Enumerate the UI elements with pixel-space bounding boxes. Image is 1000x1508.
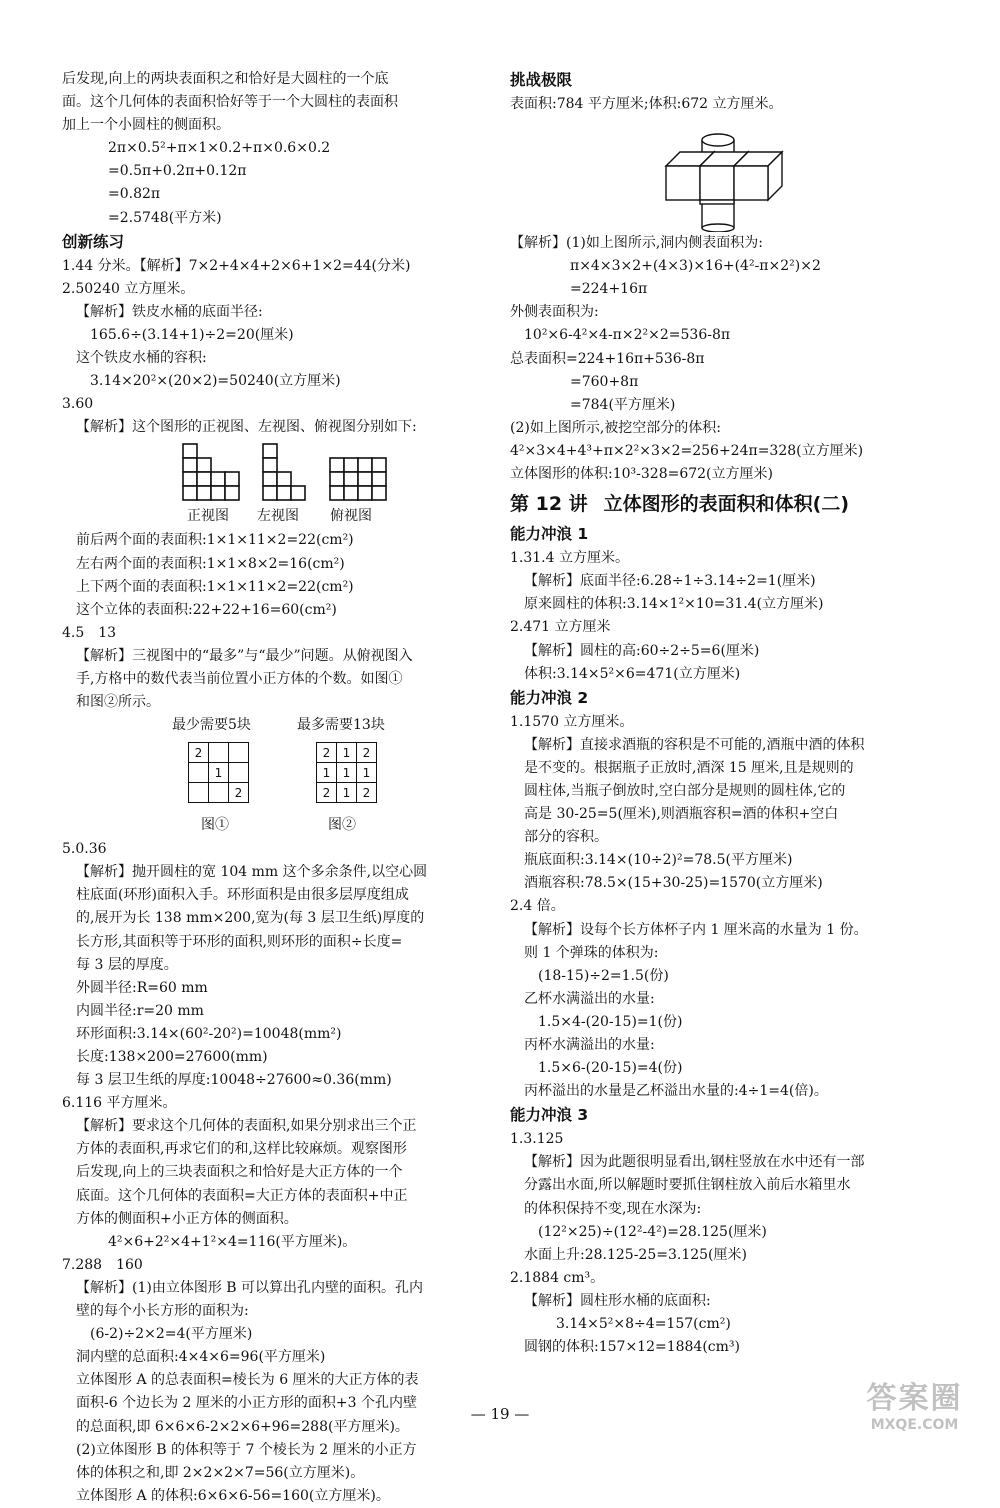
text-line: 水面上升:28.125-25=3.125(厘米) [524, 1246, 747, 1263]
text-line: 立体图形 A 的体积:6×6×6-56=160(立方厘米)。 [76, 1487, 390, 1504]
grid-cell: 2 [357, 783, 377, 803]
text-line: 前后两个面的表面积:1×1×11×2=22(cm²) [76, 532, 354, 549]
view-cell [330, 486, 344, 500]
view-cell [358, 458, 372, 472]
text-line: 4.5 13 [62, 624, 117, 641]
view-cell [330, 458, 344, 472]
text-line: 长方形,其面积等于环形的面积,则环形的面积÷长度= [76, 933, 403, 950]
text-line: (18-15)÷2=1.5(份) [538, 967, 669, 984]
text-line: 每 3 层的厚度。 [76, 956, 178, 973]
text-line: 圆钢的体积:157×12=1884(cm³) [524, 1339, 740, 1356]
grid-cell: 1 [337, 783, 357, 803]
text-line: 4²×3×4+4³+π×2²×3×2=256+24π=328(立方厘米) [510, 442, 864, 459]
view-cell [263, 444, 277, 458]
min-blocks-title: 最少需要5块 [172, 717, 251, 734]
text-line: 是不变的。根据瓶子正放时,酒深 15 厘米,且是规则的 [524, 759, 854, 776]
figure-2-caption: 图② [328, 817, 356, 834]
text-line: 壁的每个小长方形的面积为: [76, 1303, 249, 1320]
text-line: 【解析】铁皮水桶的底面半径: [76, 303, 263, 320]
view-cell [344, 486, 358, 500]
front-view-label: 正视图 [187, 508, 229, 525]
text-line: 3.14×20²×(20×2)=50240(立方厘米) [90, 373, 341, 390]
text-line: 丙杯水满溢出的水量: [524, 1037, 655, 1053]
left-column [62, 68, 482, 1508]
grid-cell: 1 [317, 763, 337, 783]
text-line: (2)立体图形 B 的体积等于 7 个棱长为 2 厘米的小正方 [76, 1441, 417, 1458]
text-line: 【解析】三视图中的“最多”与“最少”问题。从俯视图入 [76, 647, 413, 664]
text-line: 【解析】底面半径:6.28÷1÷3.14÷2=1(厘米) [524, 573, 816, 590]
text-line: =784(平方厘米) [570, 396, 676, 413]
text-line: 【解析】(1)由立体图形 B 可以算出孔内壁的面积。孔内 [76, 1279, 424, 1296]
view-cell [277, 472, 291, 486]
top-view-label: 俯视图 [330, 508, 372, 525]
text-line: =0.5π+0.2π+0.12π [108, 163, 247, 180]
grid-cell: 2 [317, 743, 337, 763]
view-cell [277, 486, 291, 500]
text-line: 内圆半径:r=20 mm [76, 1002, 204, 1019]
text-line: 面。这个几何体的表面积恰好等于一个大圆柱的表面积 [62, 94, 398, 111]
grid-cell: 1 [337, 763, 357, 783]
grid-cell: 2 [229, 783, 249, 803]
text-line: 2.1884 cm³。 [510, 1269, 605, 1286]
text-line: 1.3.125 [510, 1131, 564, 1148]
text-line: 10²×6-4²×4-π×2²×2=536-8π [524, 327, 731, 344]
section-heading: 能力冲浪 1 [510, 525, 589, 544]
right-column [510, 68, 950, 1359]
text-line: 【解析】圆柱的高:60÷2÷5=6(厘米) [524, 642, 760, 659]
text-line: 分露出水面,所以解题时要抓住钢柱放入前后水箱里水 [524, 1177, 851, 1194]
max-grid [316, 742, 377, 803]
text-line: (2)如上图所示,被挖空部分的体积: [510, 419, 721, 436]
view-cell [291, 486, 305, 500]
text-line: 2.4 倍。 [510, 898, 565, 915]
text-line: 立体图形的体积:10³-328=672(立方厘米) [510, 466, 773, 483]
text-line: 总表面积=224+16π+536-8π [510, 350, 705, 367]
side-view [262, 443, 321, 502]
text-line: 7.288 160 [62, 1256, 143, 1273]
section-heading: 能力冲浪 2 [510, 688, 589, 707]
text-line: 1.44 分米。【解析】7×2+4×4+2×6+1×2=44(分米) [62, 257, 411, 274]
view-cell [183, 444, 197, 458]
text-line: 2.471 立方厘米 [510, 619, 611, 636]
text-line: 3.14×5²×8÷4=157(cm²) [556, 1316, 731, 1333]
top-view [329, 443, 388, 502]
text-line: 柱底面(环形)面积入手。环形面积是由很多层厚度组成 [76, 887, 409, 904]
front-view [182, 443, 241, 502]
view-cell [197, 486, 211, 500]
text-line: 2.50240 立方厘米。 [62, 280, 195, 297]
text-line: 方体的表面积,再求它们的和,这样比较麻烦。观察图形 [76, 1141, 407, 1158]
text-line: 的体积保持不变,现在水深为: [524, 1200, 702, 1217]
view-cell [197, 458, 211, 472]
view-cell [183, 472, 197, 486]
text-line: 6.116 平方厘米。 [62, 1095, 177, 1112]
text-line: 加上一个小圆柱的侧面积。 [62, 117, 230, 134]
section-heading: 挑战极限 [510, 71, 573, 89]
min-grid [188, 742, 249, 803]
text-line: π×4×3×2+(4×3)×16+(4²-π×2²)×2 [570, 258, 821, 275]
text-line: 酒瓶容积:78.5×(15+30-25)=1570(立方厘米) [524, 875, 823, 892]
view-cell [197, 472, 211, 486]
counts-figure [62, 714, 482, 838]
cube-bottom-edge [700, 200, 734, 204]
grid-cell [209, 743, 229, 763]
grid-cell [209, 783, 229, 803]
text-line: 部分的容积。 [524, 829, 608, 846]
text-line: 圆柱体,当瓶子倒放时,空白部分是规则的圆柱体,它的 [524, 782, 846, 799]
text-line: 方体的侧面积+小正方体的侧面积。 [76, 1210, 298, 1227]
text-line: =224+16π [570, 281, 648, 298]
view-cell [358, 486, 372, 500]
view-cell [372, 458, 386, 472]
cube-with-cylinder-figure [510, 116, 930, 232]
text-line: 5.0.36 [62, 841, 107, 858]
text-line: 表面积:784 平方厘米;体积:672 立方厘米。 [510, 96, 783, 112]
text-line: 体的体积之和,即 2×2×2×7=56(立方厘米)。 [76, 1464, 365, 1481]
text-line: 的,展开为长 138 mm×200,宽为(每 3 层卫生纸)厚度的 [76, 910, 425, 927]
text-line: =760+8π [570, 373, 639, 390]
text-line: 【解析】直接求酒瓶的容积是不可能的,酒瓶中酒的体积 [524, 736, 865, 753]
view-cell [330, 472, 344, 486]
lesson-number: 第 12 讲 [510, 493, 588, 516]
text-line: 乙杯水满溢出的水量: [524, 990, 655, 1007]
text-line: 丙杯溢出的水量是乙杯溢出水量的:4÷1=4(倍)。 [524, 1083, 828, 1100]
view-cell [263, 486, 277, 500]
page-number: — 19 — [470, 1405, 530, 1423]
text-line: 【解析】圆柱形水桶的底面积: [524, 1292, 711, 1309]
lesson-title [510, 486, 950, 522]
figure-1-caption: 图① [201, 817, 229, 834]
text-line: 底面。这个几何体的表面积=大正方体的表面积+中正 [76, 1187, 408, 1204]
view-cell [263, 458, 277, 472]
text-line: =0.82π [108, 186, 161, 203]
text-line: 2π×0.5²+π×1×0.2+π×0.6×0.2 [108, 140, 331, 157]
view-cell [211, 472, 225, 486]
text-line: 这个铁皮水桶的容积: [76, 350, 207, 367]
text-line: 1.31.4 立方厘米。 [510, 550, 629, 567]
text-line: 后发现,向上的三块表面积之和恰好是大正方体的一个 [76, 1164, 403, 1181]
text-line: 1.1570 立方厘米。 [510, 713, 634, 730]
text-line: 手,方格中的数代表当前位置小正方体的个数。如图① [76, 670, 403, 687]
text-line: 左右两个面的表面积:1×1×8×2=16(cm²) [76, 555, 345, 572]
text-line: 【解析】设每个长方体杯子内 1 厘米高的水量为 1 份。 [524, 921, 868, 938]
text-line: 上下两个面的表面积:1×1×11×2=22(cm²) [76, 578, 354, 595]
text-line: 的总面积,即 6×6×6-2×2×6+96=288(平方厘米)。 [76, 1418, 409, 1435]
text-line: 则 1 个弹珠的体积为: [524, 944, 659, 961]
watermark-url: MXQE.COM [870, 1417, 959, 1433]
grid-cell: 2 [357, 743, 377, 763]
text-line: 这个立体的表面积:22+22+16=60(cm²) [76, 601, 337, 618]
text-line: 【解析】抛开圆柱的宽 104 mm 这个多余条件,以空心圆 [76, 864, 428, 881]
text-line: =2.5748(平方米) [108, 209, 222, 226]
text-line: 面积-6 个边长为 2 厘米的小正方形的面积+3 个孔内壁 [76, 1395, 417, 1412]
view-cell [344, 458, 358, 472]
view-cell [225, 486, 239, 500]
text-line: 【解析】因为此题很明显看出,钢柱竖放在水中还有一部 [524, 1154, 865, 1171]
cylinder-base [702, 224, 734, 232]
text-line: 4²×6+2²×4+1²×4=116(平方厘米)。 [108, 1233, 357, 1250]
text-line: 3.60 [62, 396, 94, 413]
lesson-name: 立体图形的表面积和体积(二) [603, 493, 850, 516]
text-line: 1.5×4-(20-15)=1(份) [538, 1013, 683, 1030]
grid-cell: 2 [317, 783, 337, 803]
view-cell [183, 458, 197, 472]
view-cell [263, 472, 277, 486]
grid-cell: 1 [209, 763, 229, 783]
view-cell [225, 472, 239, 486]
cylinder-top [702, 134, 734, 146]
text-line: 高是 30-25=5(厘米),则酒瓶容积=酒的体积+空白 [524, 806, 839, 823]
text-line: 外圆半径:R=60 mm [76, 979, 208, 996]
grid-cell [189, 763, 209, 783]
grid-cell: 2 [189, 743, 209, 763]
text-line: 洞内壁的总面积:4×4×6=96(平方厘米) [76, 1349, 326, 1366]
cube-front [666, 166, 700, 200]
text-line: 环形面积:3.14×(60²-20²)=10048(mm²) [76, 1025, 342, 1042]
solid-figure [510, 116, 950, 232]
text-line: 体积:3.14×5²×6=471(立方厘米) [524, 665, 741, 682]
cube-front [700, 166, 734, 200]
text-line: 原来圆柱的体积:3.14×1²×10=31.4(立方厘米) [524, 596, 824, 613]
section-heading: 创新练习 [62, 232, 125, 251]
text-line: 瓶底面积:3.14×(10÷2)²=78.5(平方厘米) [524, 852, 793, 869]
cube-front [734, 166, 768, 200]
view-cell [183, 486, 197, 500]
views-figure [62, 439, 482, 529]
text-line: 外侧表面积为: [510, 304, 599, 321]
view-cell [358, 472, 372, 486]
text-line: 【解析】这个图形的正视图、左视图、俯视图分别如下: [76, 419, 417, 436]
text-line: 165.6÷(3.14+1)÷2=20(厘米) [90, 326, 294, 343]
text-line: (6-2)÷2×2=4(平方厘米) [90, 1326, 253, 1343]
text-line: (12²×25)÷(12²-4²)=28.125(厘米) [538, 1223, 767, 1240]
view-cell [344, 472, 358, 486]
side-view-label: 左视图 [257, 508, 299, 525]
watermark-logo [847, 1373, 982, 1433]
text-line: 【解析】(1)如上图所示,洞内侧表面积为: [510, 235, 763, 252]
text-line: 1.5×6-(20-15)=4(份) [538, 1060, 683, 1077]
text-line: 和图②所示。 [76, 694, 160, 711]
text-line: 立体图形 A 的总表面积=棱长为 6 厘米的大正方体的表 [76, 1372, 419, 1389]
section-heading: 能力冲浪 3 [510, 1106, 589, 1125]
grid-cell [229, 763, 249, 783]
text-line: 后发现,向上的两块表面积之和恰好是大圆柱的一个底 [62, 71, 389, 87]
grid-cell [229, 743, 249, 763]
view-cell [211, 486, 225, 500]
text-line: 长度:138×200=27600(mm) [76, 1049, 268, 1065]
text-line: 【解析】要求这个几何体的表面积,如果分别求出三个正 [76, 1118, 417, 1135]
view-cell [372, 486, 386, 500]
text-line: 每 3 层卫生纸的厚度:10048÷27600≈0.36(mm) [76, 1072, 392, 1089]
view-cell [372, 472, 386, 486]
grid-cell: 1 [337, 743, 357, 763]
grid-cell [189, 783, 209, 803]
max-blocks-title: 最多需要13块 [297, 717, 385, 734]
watermark-text: 答案圈 [866, 1381, 963, 1416]
grid-cell: 1 [357, 763, 377, 783]
